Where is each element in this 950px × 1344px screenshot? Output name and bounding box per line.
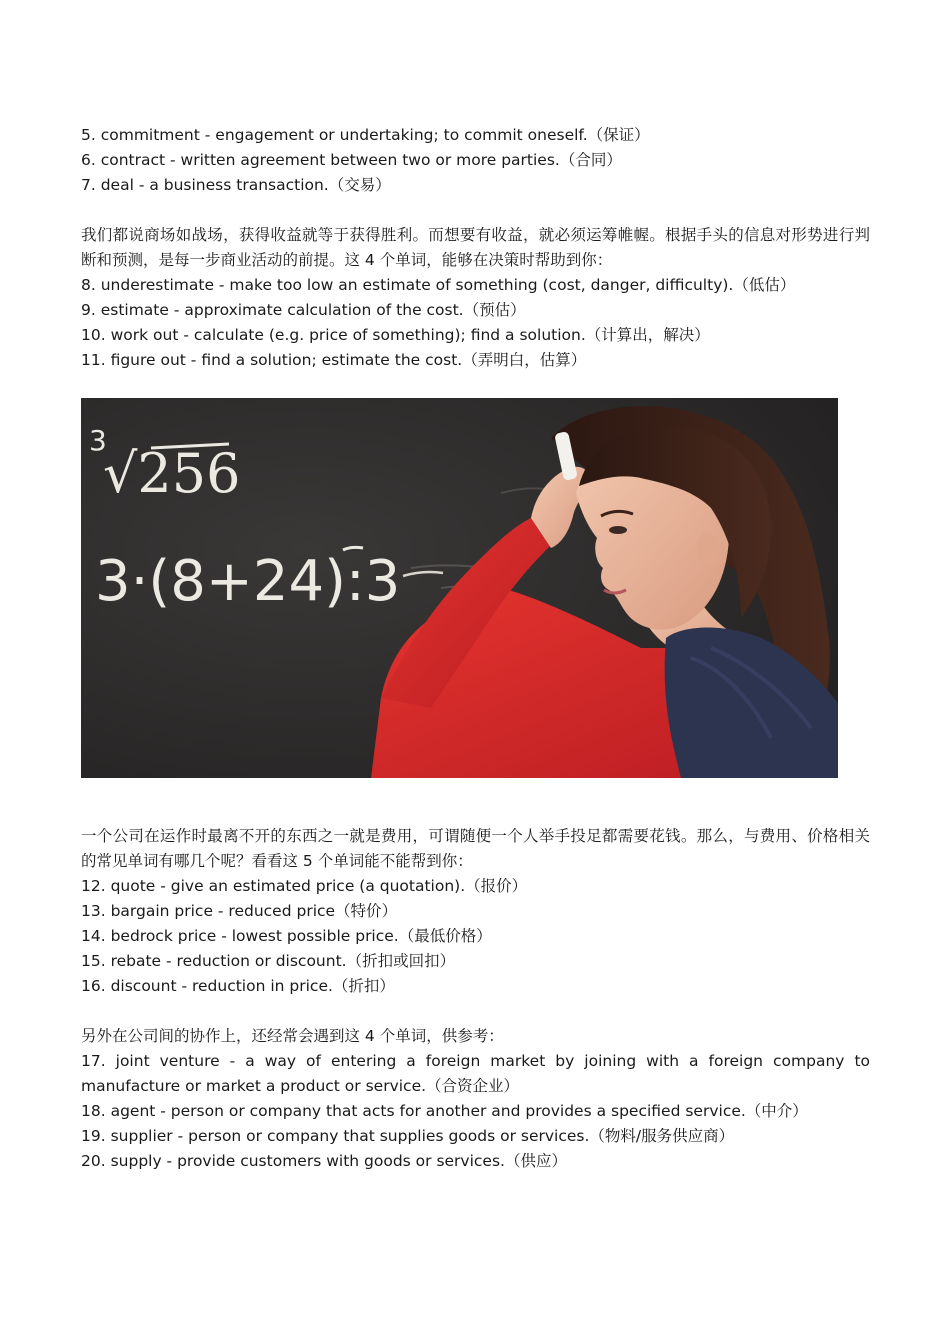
vocab-item-15: 15. rebate - reduction or discount.（折扣或回扣） [81,952,456,970]
vocab-list-section-2 [81,223,870,373]
vocab-list-section-1 [81,123,870,198]
ear [697,532,717,564]
paragraph-gap [81,778,870,824]
vocab-item-20: 20. supply - provide customers with goods or services.（供应） [81,1152,567,1170]
section-intro-cooperation: 另外在公司间的协作上，还经常会遇到这 4 个单词，供参考： [81,1027,504,1045]
vocab-item-12: 12. quote - give an estimated price (a quotation).（报价） [81,877,528,895]
eye [609,526,627,534]
vocab-item-5: 5. commitment - engagement or undertaking; to commit oneself.（保证） [81,126,650,144]
vocab-item-13: 13. bargain price - reduced price（特价） [81,902,398,920]
vocab-item-9: 9. estimate - approximate calculation of the cost.（预估） [81,301,526,319]
section-intro-estimation: 我们都说商场如战场，获得收益就等于获得胜利。而想要有收益，就必须运筹帷幄。根据手头的信息对形势进行判断和预测，是每一步商业活动的前提。这 4 个单词，能够在决策时帮助到你： [81,226,870,269]
chalkboard-illustration [81,398,838,778]
vocab-item-11: 11. figure out - find a solution; estimate the cost.（弄明白，估算） [81,351,587,369]
vocab-item-7: 7. deal - a business transaction.（交易） [81,176,391,194]
article-body [81,123,870,1174]
paragraph-gap [81,999,870,1024]
vocab-item-17: 17. joint venture - a way of entering a foreign market by joining with a foreign company to manufacture or market a product or service.（合资企业） [81,1052,870,1095]
vocab-list-section-3 [81,824,870,999]
article-photo-woman-at-chalkboard [81,398,838,778]
section-intro-pricing: 一个公司在运作时最离不开的东西之一就是费用，可谓随便一个人举手投足都需要花钱。那么，与费用、价格相关的常见单词有哪几个呢？看看这 5 个单词能不能帮到你： [81,827,870,870]
chalk-root-index: 3 [89,424,107,457]
vocab-item-18: 18. agent - person or company that acts for another and provides a specified service.（中介） [81,1102,808,1120]
vocab-item-14: 14. bedrock price - lowest possible price.（最低价格） [81,927,492,945]
vocab-item-6: 6. contract - written agreement between two or more parties.（合同） [81,151,622,169]
chalk-cube-root: √256 [103,442,241,505]
chalk-expression: 3·(8+24):3 [95,549,401,614]
vocab-item-8: 8. underestimate - make too low an estimate of something (cost, danger, difficulty).（低估） [81,276,796,294]
paragraph-gap [81,198,870,223]
vocab-list-section-4 [81,1024,870,1174]
vocab-item-16: 16. discount - reduction in price.（折扣） [81,977,395,995]
vocab-item-10: 10. work out - calculate (e.g. price of something); find a solution.（计算出，解决） [81,326,710,344]
vocab-item-19: 19. supplier - person or company that supplies goods or services.（物料/服务供应商） [81,1127,735,1145]
